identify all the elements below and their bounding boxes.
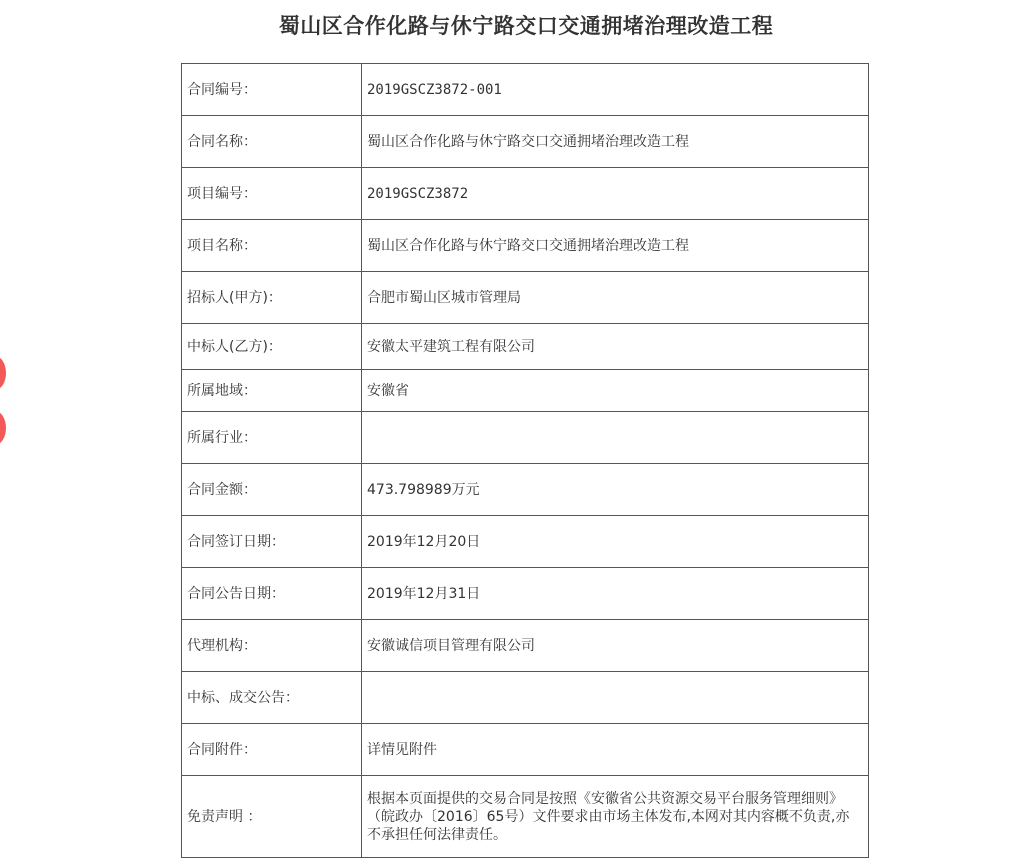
contract-info-table	[181, 63, 869, 858]
side-mark-bottom	[0, 411, 6, 445]
row-label-contract-amount: 合同金额：	[182, 464, 362, 516]
row-label-contract-name: 合同名称：	[182, 116, 362, 168]
row-value-party-b: 安徽太平建筑工程有限公司	[362, 324, 869, 370]
table-row	[182, 168, 869, 220]
row-value-region: 安徽省	[362, 370, 869, 412]
row-value-project-number: 2019GSCZ3872	[362, 168, 869, 220]
row-value-contract-amount: 473.798989万元	[362, 464, 869, 516]
row-value-award-notice	[362, 672, 869, 724]
row-label-sign-date: 合同签订日期：	[182, 516, 362, 568]
table-row	[182, 724, 869, 776]
row-value-contract-number: 2019GSCZ3872-001	[362, 64, 869, 116]
row-label-disclaimer: 免责声明 ：	[182, 776, 362, 858]
row-value-disclaimer: 根据本页面提供的交易合同是按照《安徽省公共资源交易平台服务管理细则》（皖政办〔2016〕65号）文件要求由市场主体发布,本网对其内容概不负责,亦不承担任何法律责任。	[362, 776, 869, 858]
table-row	[182, 464, 869, 516]
table-row	[182, 672, 869, 724]
row-label-attachment: 合同附件：	[182, 724, 362, 776]
row-value-attachment: 详情见附件	[362, 724, 869, 776]
row-value-industry	[362, 412, 869, 464]
table-row	[182, 620, 869, 672]
table-row	[182, 64, 869, 116]
table-row	[182, 324, 869, 370]
table-row	[182, 412, 869, 464]
row-label-party-b: 中标人(乙方)：	[182, 324, 362, 370]
row-label-agency: 代理机构：	[182, 620, 362, 672]
side-mark-top	[0, 356, 6, 390]
row-label-region: 所属地域：	[182, 370, 362, 412]
row-label-award-notice: 中标、成交公告：	[182, 672, 362, 724]
row-label-project-name: 项目名称：	[182, 220, 362, 272]
row-value-announce-date: 2019年12月31日	[362, 568, 869, 620]
row-label-project-number: 项目编号：	[182, 168, 362, 220]
table-row	[182, 272, 869, 324]
table-row	[182, 568, 869, 620]
row-label-industry: 所属行业：	[182, 412, 362, 464]
page-title: 蜀山区合作化路与休宁路交口交通拥堵治理改造工程	[278, 13, 774, 38]
table-row	[182, 220, 869, 272]
row-value-party-a: 合肥市蜀山区城市管理局	[362, 272, 869, 324]
table-row	[182, 116, 869, 168]
table-row	[182, 370, 869, 412]
row-value-sign-date: 2019年12月20日	[362, 516, 869, 568]
row-value-contract-name: 蜀山区合作化路与休宁路交口交通拥堵治理改造工程	[362, 116, 869, 168]
table-row	[182, 516, 869, 568]
row-label-party-a: 招标人(甲方)：	[182, 272, 362, 324]
row-value-agency: 安徽诚信项目管理有限公司	[362, 620, 869, 672]
row-label-announce-date: 合同公告日期：	[182, 568, 362, 620]
row-label-contract-number: 合同编号：	[182, 64, 362, 116]
table-row	[182, 776, 869, 858]
row-value-project-name: 蜀山区合作化路与休宁路交口交通拥堵治理改造工程	[362, 220, 869, 272]
